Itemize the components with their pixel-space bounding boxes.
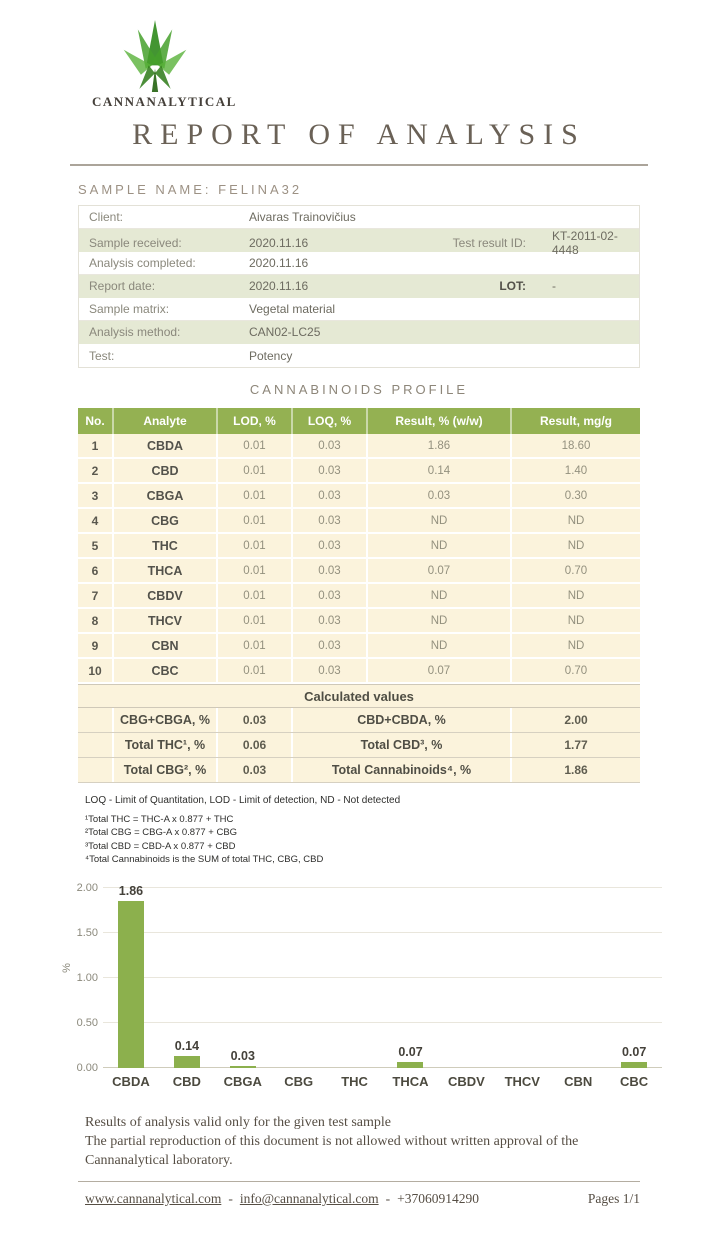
y-tick-label: 0.50 [76, 1017, 98, 1030]
table-cell: 0.03 [291, 534, 366, 557]
table-header-cell: No. [85, 414, 105, 428]
x-tick-label: CBN [564, 1074, 593, 1090]
table-cell: 1.86 [366, 434, 510, 457]
table-cell: 0.01 [216, 434, 291, 457]
info-label: Sample received: [89, 236, 182, 250]
calc-value: 1.77 [510, 733, 640, 757]
info-label: Report date: [89, 279, 156, 293]
calc-value: 0.03 [216, 708, 291, 732]
table-row [78, 584, 640, 609]
bar-slot [550, 888, 606, 1068]
table-header-cell: LOQ, % [291, 408, 366, 434]
x-tick-label: CBDA [112, 1074, 150, 1090]
calc-row [78, 733, 640, 758]
table-cell: CBN [112, 634, 216, 657]
calc-spacer [78, 758, 112, 782]
info-value: 2020.11.16 [249, 279, 309, 293]
bar-value-label: 0.07 [398, 1044, 423, 1059]
calc-value: 0.06 [216, 733, 291, 757]
table-cell: 1 [91, 438, 99, 453]
x-axis-labels [103, 1074, 662, 1089]
table-cell: 0.01 [216, 534, 291, 557]
table-row [78, 534, 640, 559]
table-row [78, 634, 640, 659]
table-cell: 0.01 [216, 559, 291, 582]
y-tick-label: 2.00 [76, 882, 98, 895]
table-cell: 4 [91, 513, 99, 528]
separator-dash: - [385, 1190, 391, 1206]
info-secondary-label: LOT: [499, 279, 526, 293]
table-cell: 0.07 [366, 559, 510, 582]
phone-number: +37060914290 [397, 1190, 479, 1206]
table-cell: 5 [91, 538, 99, 553]
table-cell: 0.03 [366, 484, 510, 507]
title-divider [70, 164, 648, 166]
info-value: 2020.11.16 [249, 256, 309, 270]
calc-label: Total CBD³, % [291, 733, 510, 757]
table-row [78, 609, 640, 634]
table-cell: 0.03 [291, 459, 366, 482]
table-cell: CBDV [112, 584, 216, 607]
info-value: CAN02-LC25 [249, 325, 321, 339]
separator-dash: - [228, 1190, 233, 1206]
table-cell: 0.14 [366, 459, 510, 482]
footer-divider [78, 1181, 640, 1182]
table-cell: 0.70 [510, 659, 640, 682]
table-cell: 10 [88, 663, 102, 678]
table-cell: 18.60 [510, 434, 640, 457]
bar [174, 1056, 200, 1069]
bar-chart [60, 876, 649, 1092]
table-cell: CBC [112, 659, 216, 682]
chart-bars [103, 883, 662, 1068]
table-header-cell: LOD, % [216, 408, 291, 434]
footnote-line: ³Total CBD = CBD-A x 0.877 + CBD [85, 840, 236, 852]
y-tick-label: 0.00 [76, 1062, 98, 1075]
report-title: REPORT OF ANALYSIS [132, 118, 586, 151]
info-value: Aivaras Trainovičius [249, 210, 356, 224]
table-cell: ND [366, 634, 510, 657]
bar-value-label: 0.14 [174, 1038, 200, 1053]
table-cell: 0.07 [366, 659, 510, 682]
calc-value: 1.86 [510, 758, 640, 782]
info-value: Vegetal material [249, 302, 336, 316]
info-row [79, 298, 639, 321]
y-tick-label: 1.50 [76, 927, 98, 940]
table-cell: ND [510, 609, 640, 632]
info-row [79, 206, 639, 229]
table-cell: 0.01 [216, 584, 291, 607]
table-cell: 0.01 [216, 609, 291, 632]
calc-label: Total Cannabinoids⁴, % [291, 758, 510, 782]
table-cell: 0.03 [291, 509, 366, 532]
footer [78, 1191, 640, 1207]
info-row [79, 321, 639, 344]
cannabinoids-profile-heading: CANNABINOIDS PROFILE [249, 382, 469, 397]
bar [230, 1066, 256, 1069]
table-cell: ND [366, 509, 510, 532]
table-cell: ND [510, 634, 640, 657]
table-cell: 0.03 [291, 609, 366, 632]
calc-spacer [78, 708, 112, 732]
table-cell: ND [366, 609, 510, 632]
table-cell: 3 [91, 488, 99, 503]
info-row [79, 344, 639, 367]
table-cell: ND [510, 534, 640, 557]
table-cell: 0.01 [216, 484, 291, 507]
table-cell: 0.01 [216, 509, 291, 532]
info-row [79, 229, 639, 257]
table-cell: 0.70 [510, 559, 640, 582]
calc-label: CBG+CBGA, % [112, 708, 216, 732]
info-secondary-label: Test result ID: [452, 236, 526, 250]
table-cell: 8 [91, 613, 99, 628]
calc-spacer [78, 733, 112, 757]
x-tick-label: CBD [172, 1074, 201, 1090]
website-link[interactable]: www.cannanalytical.com [85, 1190, 222, 1206]
calc-row [78, 708, 640, 733]
y-tick-label: 1.00 [76, 972, 98, 985]
x-tick-label: CBG [284, 1074, 314, 1090]
x-tick-label: THC [341, 1074, 368, 1090]
table-cell: 9 [91, 638, 99, 653]
calculated-values-body [78, 708, 640, 783]
calculated-values-heading: Calculated values [78, 684, 640, 708]
x-tick-label: CBDV [447, 1074, 485, 1090]
table-header-row [78, 408, 640, 434]
abbreviations-note: LOQ - Limit of Quantitation, LOD - Limit of detection, ND - Not detected [85, 795, 401, 806]
table-cell: 0.01 [216, 459, 291, 482]
bar-slot [159, 888, 215, 1068]
calc-value: 2.00 [510, 708, 640, 732]
y-axis-ticks [56, 882, 98, 1075]
bar [397, 1062, 423, 1068]
x-tick-label: CBGA [223, 1074, 262, 1090]
bar-slot [438, 888, 494, 1068]
calc-value: 0.03 [216, 758, 291, 782]
logo [78, 0, 237, 110]
disclaimer-line-1: Results of analysis valid only for the given test sample [85, 1115, 392, 1131]
footnotes [78, 813, 640, 866]
bar-value-label: 0.07 [621, 1044, 647, 1059]
calc-row [78, 758, 640, 783]
table-cell: 0.01 [216, 659, 291, 682]
calc-label: Total THC¹, % [112, 733, 216, 757]
bar-slot [103, 883, 159, 1068]
bar-value-label: 0.03 [230, 1048, 255, 1063]
bar-slot [383, 888, 439, 1068]
info-value: 2020.11.16 [249, 236, 309, 250]
table-row [78, 484, 640, 509]
info-label: Analysis completed: [89, 256, 196, 270]
table-cell: 2 [91, 463, 99, 478]
bar-slot [215, 888, 271, 1068]
info-row [79, 275, 639, 298]
sample-info-table [78, 205, 640, 368]
table-header-cell: Result, mg/g [510, 408, 640, 434]
table-cell: ND [510, 584, 640, 607]
sample-name-heading: SAMPLE NAME: FELINA32 [78, 182, 303, 197]
bar-slot [271, 888, 327, 1068]
table-cell: 0.03 [291, 634, 366, 657]
table-header-cell: Analyte [112, 408, 216, 434]
table-cell: 7 [91, 588, 99, 603]
info-secondary-value: - [552, 279, 556, 293]
footnote-line: ²Total CBG = CBG-A x 0.877 + CBG [85, 827, 238, 839]
table-cell: THC [112, 534, 216, 557]
table-cell: THCA [112, 559, 216, 582]
table-row [78, 659, 640, 684]
table-cell: CBG [112, 509, 216, 532]
footnote-line: ¹Total THC = THC-A x 0.877 + THC [85, 814, 234, 825]
table-cell: 0.03 [291, 434, 366, 457]
info-label: Analysis method: [89, 325, 181, 339]
table-cell: ND [366, 584, 510, 607]
bar-value-label: 1.86 [118, 883, 144, 898]
table-cell: 0.01 [216, 634, 291, 657]
table-cell: CBDA [112, 434, 216, 457]
info-value: Potency [249, 348, 293, 363]
info-label: Client: [89, 210, 124, 224]
info-secondary-value: KT-2011-02-4448 [552, 229, 618, 257]
bar-slot [606, 888, 662, 1068]
table-header-cell: Result, % (w/w) [366, 408, 510, 434]
calc-label: CBD+CBDA, % [291, 708, 510, 732]
table-cell: 1.40 [510, 459, 640, 482]
table-cell: 0.03 [291, 484, 366, 507]
table-cell: 0.03 [291, 659, 366, 682]
x-tick-label: CBC [620, 1074, 649, 1090]
table-cell: CBD [112, 459, 216, 482]
table-body [78, 434, 640, 684]
pages-label: Pages 1/1 [587, 1190, 640, 1206]
table-cell: ND [510, 509, 640, 532]
bar [118, 901, 144, 1068]
chart-plot [103, 883, 662, 1068]
bar [621, 1062, 647, 1068]
table-cell: CBGA [112, 484, 216, 507]
email-link[interactable]: info@cannanalytical.com [239, 1190, 379, 1206]
table-row [78, 434, 640, 459]
cannabinoids-table [78, 408, 640, 783]
table-row [78, 509, 640, 534]
bar-slot [494, 888, 550, 1068]
info-label: Sample matrix: [89, 302, 170, 316]
table-cell: 0.03 [291, 559, 366, 582]
table-row [78, 559, 640, 584]
info-label: Test: [89, 348, 115, 363]
table-row [78, 459, 640, 484]
table-cell: THCV [112, 609, 216, 632]
table-cell: 6 [91, 563, 99, 578]
x-tick-label: THCA [392, 1074, 429, 1090]
table-cell: ND [366, 534, 510, 557]
x-tick-label: THCV [504, 1074, 540, 1090]
calc-label: Total CBG², % [112, 758, 216, 782]
disclaimer-line-2: The partial reproduction of this document is not allowed without written approval of the Cannanalytical laboratory. [85, 1134, 579, 1168]
table-cell: 0.03 [291, 584, 366, 607]
table-cell: 0.30 [510, 484, 640, 507]
bar-slot [327, 888, 383, 1068]
brand-name: CANNANALYTICAL [92, 94, 237, 109]
y-axis-label: % [60, 963, 73, 974]
footnote-line: ⁴Total Cannabinoids is the SUM of total THC, CBG, CBD [85, 853, 324, 865]
cannabis-leaf-icon [112, 20, 198, 92]
